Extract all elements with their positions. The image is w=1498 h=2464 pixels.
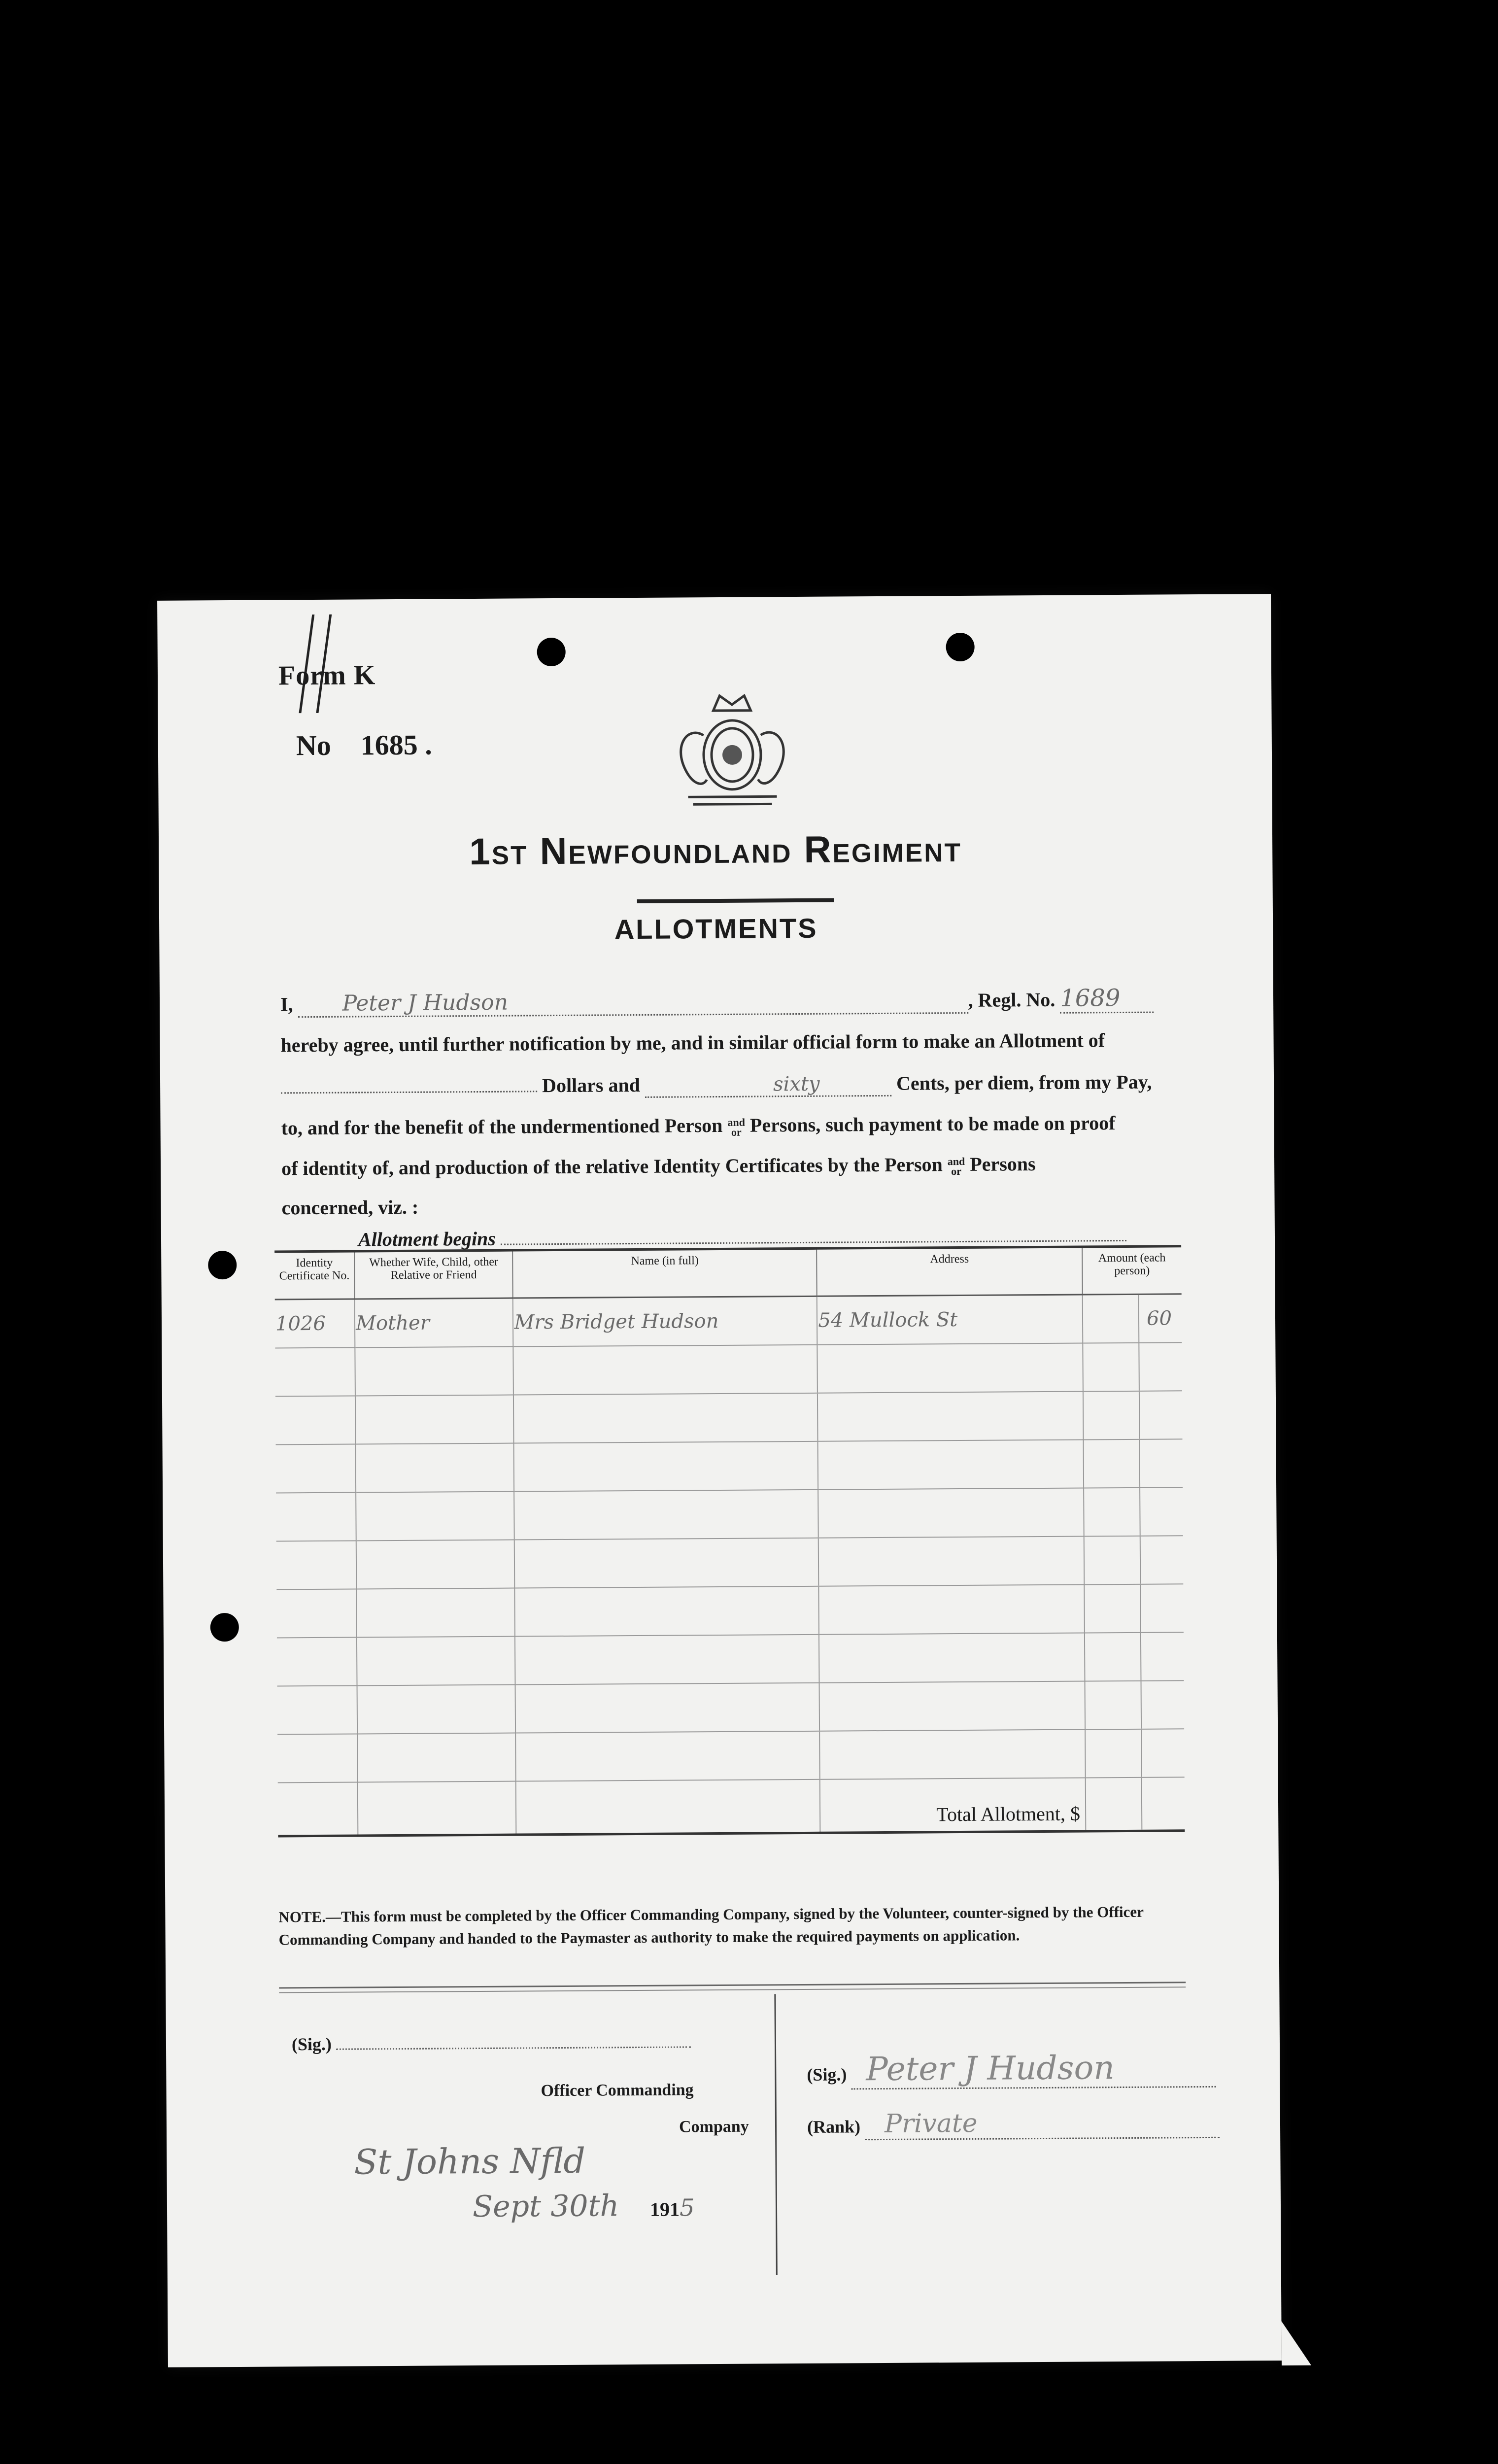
regl-number-handwritten: 1689 — [1060, 984, 1121, 1012]
cell-address: 54 Mullock St — [817, 1295, 1083, 1345]
table-row — [277, 1632, 1184, 1686]
table-row — [275, 1391, 1183, 1444]
table-row — [277, 1729, 1185, 1782]
table-total-row — [278, 1777, 1185, 1836]
col-header-identity: Identity Certificate No. — [274, 1251, 355, 1300]
table-row — [275, 1294, 1182, 1348]
punch-hole — [946, 633, 974, 661]
dollars-label: Dollars and — [542, 1073, 641, 1097]
royal-coat-of-arms-icon — [658, 681, 807, 815]
volunteer-signature-handwritten: Peter J Hudson — [866, 2049, 1115, 2088]
year-printed: 191 — [649, 2198, 680, 2221]
col-header-address: Address — [817, 1247, 1082, 1296]
officer-sig-field — [336, 2046, 691, 2050]
table-row — [276, 1439, 1183, 1493]
frac-bottom: or — [731, 1126, 742, 1138]
col-header-amount: Amount (each person) — [1082, 1246, 1182, 1295]
title-rule — [637, 898, 834, 903]
line-concerned: concerned, viz. : — [281, 1196, 419, 1219]
frac-bottom: or — [951, 1164, 962, 1177]
line-identity — [281, 1152, 1036, 1180]
place-handwritten: St Johns Nfld — [354, 2140, 586, 2183]
year-field — [650, 2194, 695, 2222]
officer-commanding-label: Officer Commanding — [541, 2081, 694, 2100]
benefit-text-b: Persons, such payment to be made on proof — [749, 1112, 1116, 1136]
and-or-fraction — [948, 1157, 965, 1176]
table-row — [276, 1487, 1183, 1541]
rank-handwritten: Private — [884, 2108, 978, 2139]
form-number — [296, 728, 432, 762]
table-row — [275, 1342, 1182, 1396]
allotment-table — [274, 1245, 1185, 1837]
volunteer-name-handwritten: Peter J Hudson — [342, 990, 509, 1016]
rank-label: (Rank) — [807, 2117, 861, 2137]
page-corner — [1281, 2321, 1311, 2365]
punch-hole — [210, 1613, 239, 1642]
rank-line — [807, 2107, 1220, 2141]
table-row — [276, 1536, 1184, 1589]
officer-signature-line — [292, 2031, 691, 2054]
col-header-name: Name (in full) — [513, 1248, 817, 1298]
total-allotment-value — [1086, 1777, 1185, 1831]
table-row — [276, 1584, 1184, 1638]
allotment-form-document — [157, 594, 1282, 2367]
cell-identity: 1026 — [275, 1299, 355, 1348]
volunteer-sig-label: (Sig.) — [807, 2064, 847, 2085]
company-label: Company — [679, 2117, 749, 2136]
total-allotment-label: Total Allotment, $ — [820, 1778, 1086, 1833]
line-name — [280, 984, 1154, 1019]
punch-hole — [537, 638, 566, 666]
volunteer-name-field — [298, 987, 968, 1018]
and-or-fraction — [727, 1117, 745, 1137]
identity-text-a: of identity of, and production of the relative Identity Certificates by the Person — [281, 1153, 943, 1180]
date-handwritten: Sept 30th — [472, 2189, 619, 2224]
cell-relation: Mother — [355, 1298, 513, 1347]
identity-text-b: Persons — [970, 1153, 1036, 1175]
volunteer-signature-line — [807, 2048, 1216, 2090]
form-subtitle: ALLOTMENTS — [614, 912, 818, 945]
volunteer-sig-field — [851, 2048, 1216, 2090]
line-prefix: I, — [280, 993, 293, 1016]
year-handwritten: 5 — [679, 2194, 695, 2222]
allotment-begins-label: Allotment begins — [358, 1227, 496, 1251]
table-header-row — [274, 1246, 1182, 1300]
frac-top: and — [727, 1116, 746, 1129]
signature-divider — [774, 1994, 777, 2275]
dollars-field — [281, 1091, 537, 1094]
cell-amount: 60 — [1083, 1294, 1182, 1343]
line-benefit — [281, 1111, 1115, 1140]
cents-handwritten: sixty — [773, 1072, 820, 1096]
form-number-prefix: No — [296, 729, 331, 762]
form-title: 1st Newfoundland Regiment — [469, 827, 962, 873]
form-label: Form K — [278, 660, 376, 691]
frac-top: and — [947, 1155, 965, 1167]
regl-label: , Regl. No. — [968, 988, 1055, 1011]
regl-number-field — [1060, 984, 1154, 1014]
cents-label: Cents, per diem, from my Pay, — [896, 1070, 1152, 1095]
form-note: NOTE.—This form must be completed by the Officer Commanding Company, signed by the Volunteer, counter-signed by the Officer Commanding Company and handed to the Paymaster as authority to make the required payments on application. — [278, 1903, 1144, 1949]
rank-field — [865, 2107, 1220, 2140]
cents-field — [645, 1072, 891, 1098]
officer-sig-label: (Sig.) — [291, 2034, 332, 2054]
allotment-begins-field — [501, 1240, 1126, 1245]
table-row — [277, 1680, 1185, 1734]
line-dollars — [281, 1070, 1152, 1100]
line-agree: hereby agree, until further notification by me, and in similar official form to make an Allotment of — [280, 1029, 1105, 1057]
cell-name: Mrs Bridget Hudson — [513, 1296, 817, 1346]
col-header-relation: Whether Wife, Child, other Relative or Friend — [354, 1250, 513, 1299]
punch-hole — [208, 1251, 237, 1279]
benefit-text-a: to, and for the benefit of the undermentioned Person — [281, 1114, 723, 1139]
form-number-value: 1685 . — [360, 728, 432, 761]
